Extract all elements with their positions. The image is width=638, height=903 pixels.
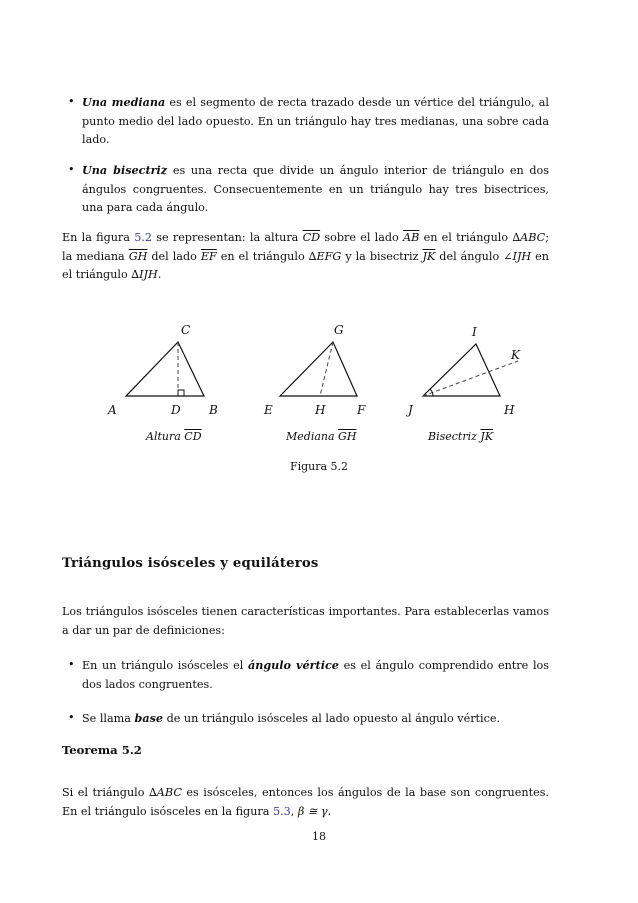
segment-ab: $\overline{AB}$: [403, 231, 420, 244]
label-i: I: [472, 325, 477, 339]
bullet-dot: •: [68, 711, 75, 724]
label-h2: H: [504, 403, 515, 417]
label-e: E: [264, 403, 273, 417]
bisectriz-line: [423, 361, 518, 396]
segment-gh: $\overline{GH}$: [128, 249, 148, 263]
text: es isósceles, entonces los ángulos de la base son congruentes. En el triángulo isósceles en la figura: [62, 786, 549, 818]
figure-caption: Figura 5.2: [289, 460, 349, 473]
caption-seg: $\overline{CD}$: [184, 430, 202, 443]
triangle-abc-shape: [126, 342, 204, 396]
text: En un triángulo isósceles el: [82, 659, 248, 672]
term-base: base: [134, 711, 164, 725]
label-b: B: [209, 403, 218, 417]
segment-cd: $\overline{CD}$: [302, 231, 321, 244]
caption-bisectriz: [428, 430, 493, 443]
caption-text: Mediana: [286, 430, 339, 443]
bullet-mediana: [82, 93, 549, 150]
caption-altura: [146, 430, 202, 443]
text: y la bisectriz: [341, 249, 423, 263]
page-number: 18: [312, 830, 326, 843]
bullet-base: [82, 709, 549, 729]
triangle-altura: [107, 323, 218, 417]
term-mediana: Una mediana: [82, 95, 166, 109]
text: de un triángulo isósceles al lado opuesto al ángulo vértice.: [163, 712, 501, 725]
theorem-title: Teorema 5.2: [62, 743, 142, 757]
triangle-abc: ∆ABC: [512, 231, 546, 244]
theorem-statement: [62, 784, 549, 821]
label-d: D: [171, 403, 181, 417]
congruence-expression: β ≅ γ: [297, 804, 328, 818]
figure-description: [62, 229, 549, 285]
caption-seg: $\overline{GH}$: [338, 430, 357, 443]
caption-mediana: [286, 430, 356, 443]
text: En la figura: [62, 231, 135, 244]
caption-text: Altura: [146, 430, 185, 443]
figure-ref-link[interactable]: 5.2: [134, 231, 152, 244]
text: Se llama: [82, 712, 135, 725]
label-g: G: [334, 323, 344, 337]
label-a: A: [108, 403, 117, 417]
label-j: J: [408, 403, 413, 417]
text: Si el triángulo: [62, 786, 149, 799]
term-bisectriz: Una bisectriz: [82, 163, 168, 177]
text: ; la mediana: [62, 231, 549, 263]
caption-text: Bisectriz: [428, 430, 481, 443]
right-angle-mark: [178, 390, 184, 396]
segment-jk: $\overline{JK}$: [422, 249, 436, 263]
bullet-dot: •: [68, 95, 75, 108]
bullet-bisectriz-text: es una recta que divide un ángulo interior de triángulo en dos ángulos congruentes. Consecuentemente en un triángulo hay tres bisectrices, una para cada ángulo.: [82, 164, 549, 215]
triangle-ijh-shape: [423, 344, 500, 396]
bullet-angulo-vertice: [82, 656, 549, 694]
bullet-mediana-text: es el segmento de recta trazado desde un vértice del triángulo, al punto medio del lado opuesto. En un triángulo hay tres medianas, una sobre cada lado.: [82, 96, 549, 147]
text: en el triángulo: [216, 249, 309, 263]
text: se representan: la altura: [152, 231, 303, 244]
text: del lado: [147, 249, 201, 263]
segment-ef: $\overline{EF}$: [200, 249, 217, 263]
intro-paragraph: Los triángulos isósceles tienen características importantes. Para establecerlas vamos a dar un par de definiciones:: [62, 605, 549, 637]
text: del ángulo: [435, 249, 504, 263]
triangle-efg: ∆EFG: [308, 249, 342, 263]
triangle-bisectriz: [405, 325, 521, 417]
label-f: F: [357, 403, 366, 417]
bullet-bisectriz: [82, 161, 549, 218]
text: en el triángulo: [419, 231, 513, 244]
bullet-dot: •: [68, 163, 75, 176]
term-angulo-vertice: ángulo vértice: [247, 658, 339, 672]
bullet-dot: •: [68, 658, 75, 671]
triangle-ijh: ∆IJH: [131, 268, 158, 282]
label-c: C: [181, 323, 191, 337]
mediana-line: [320, 342, 333, 396]
label-k: K: [511, 348, 520, 362]
angle-ijh: ∠IJH: [503, 249, 532, 263]
triangle-mediana: [263, 323, 366, 417]
triangle-abc: ∆ABC: [149, 786, 182, 799]
text: .: [157, 268, 162, 282]
text: sobre el lado: [320, 231, 404, 244]
text: .: [327, 804, 332, 818]
text: ,: [290, 804, 298, 818]
caption-seg: $\overline{JK}$: [480, 430, 494, 443]
text: en el triángulo: [62, 249, 549, 282]
figure-ref-link[interactable]: 5.3: [272, 804, 291, 818]
triangle-efg-shape: [280, 342, 357, 396]
label-h: H: [315, 403, 326, 417]
section-title: Triángulos isósceles y equiláteros: [62, 556, 319, 571]
text: es el ángulo comprendido entre los dos lados congruentes.: [82, 659, 549, 691]
